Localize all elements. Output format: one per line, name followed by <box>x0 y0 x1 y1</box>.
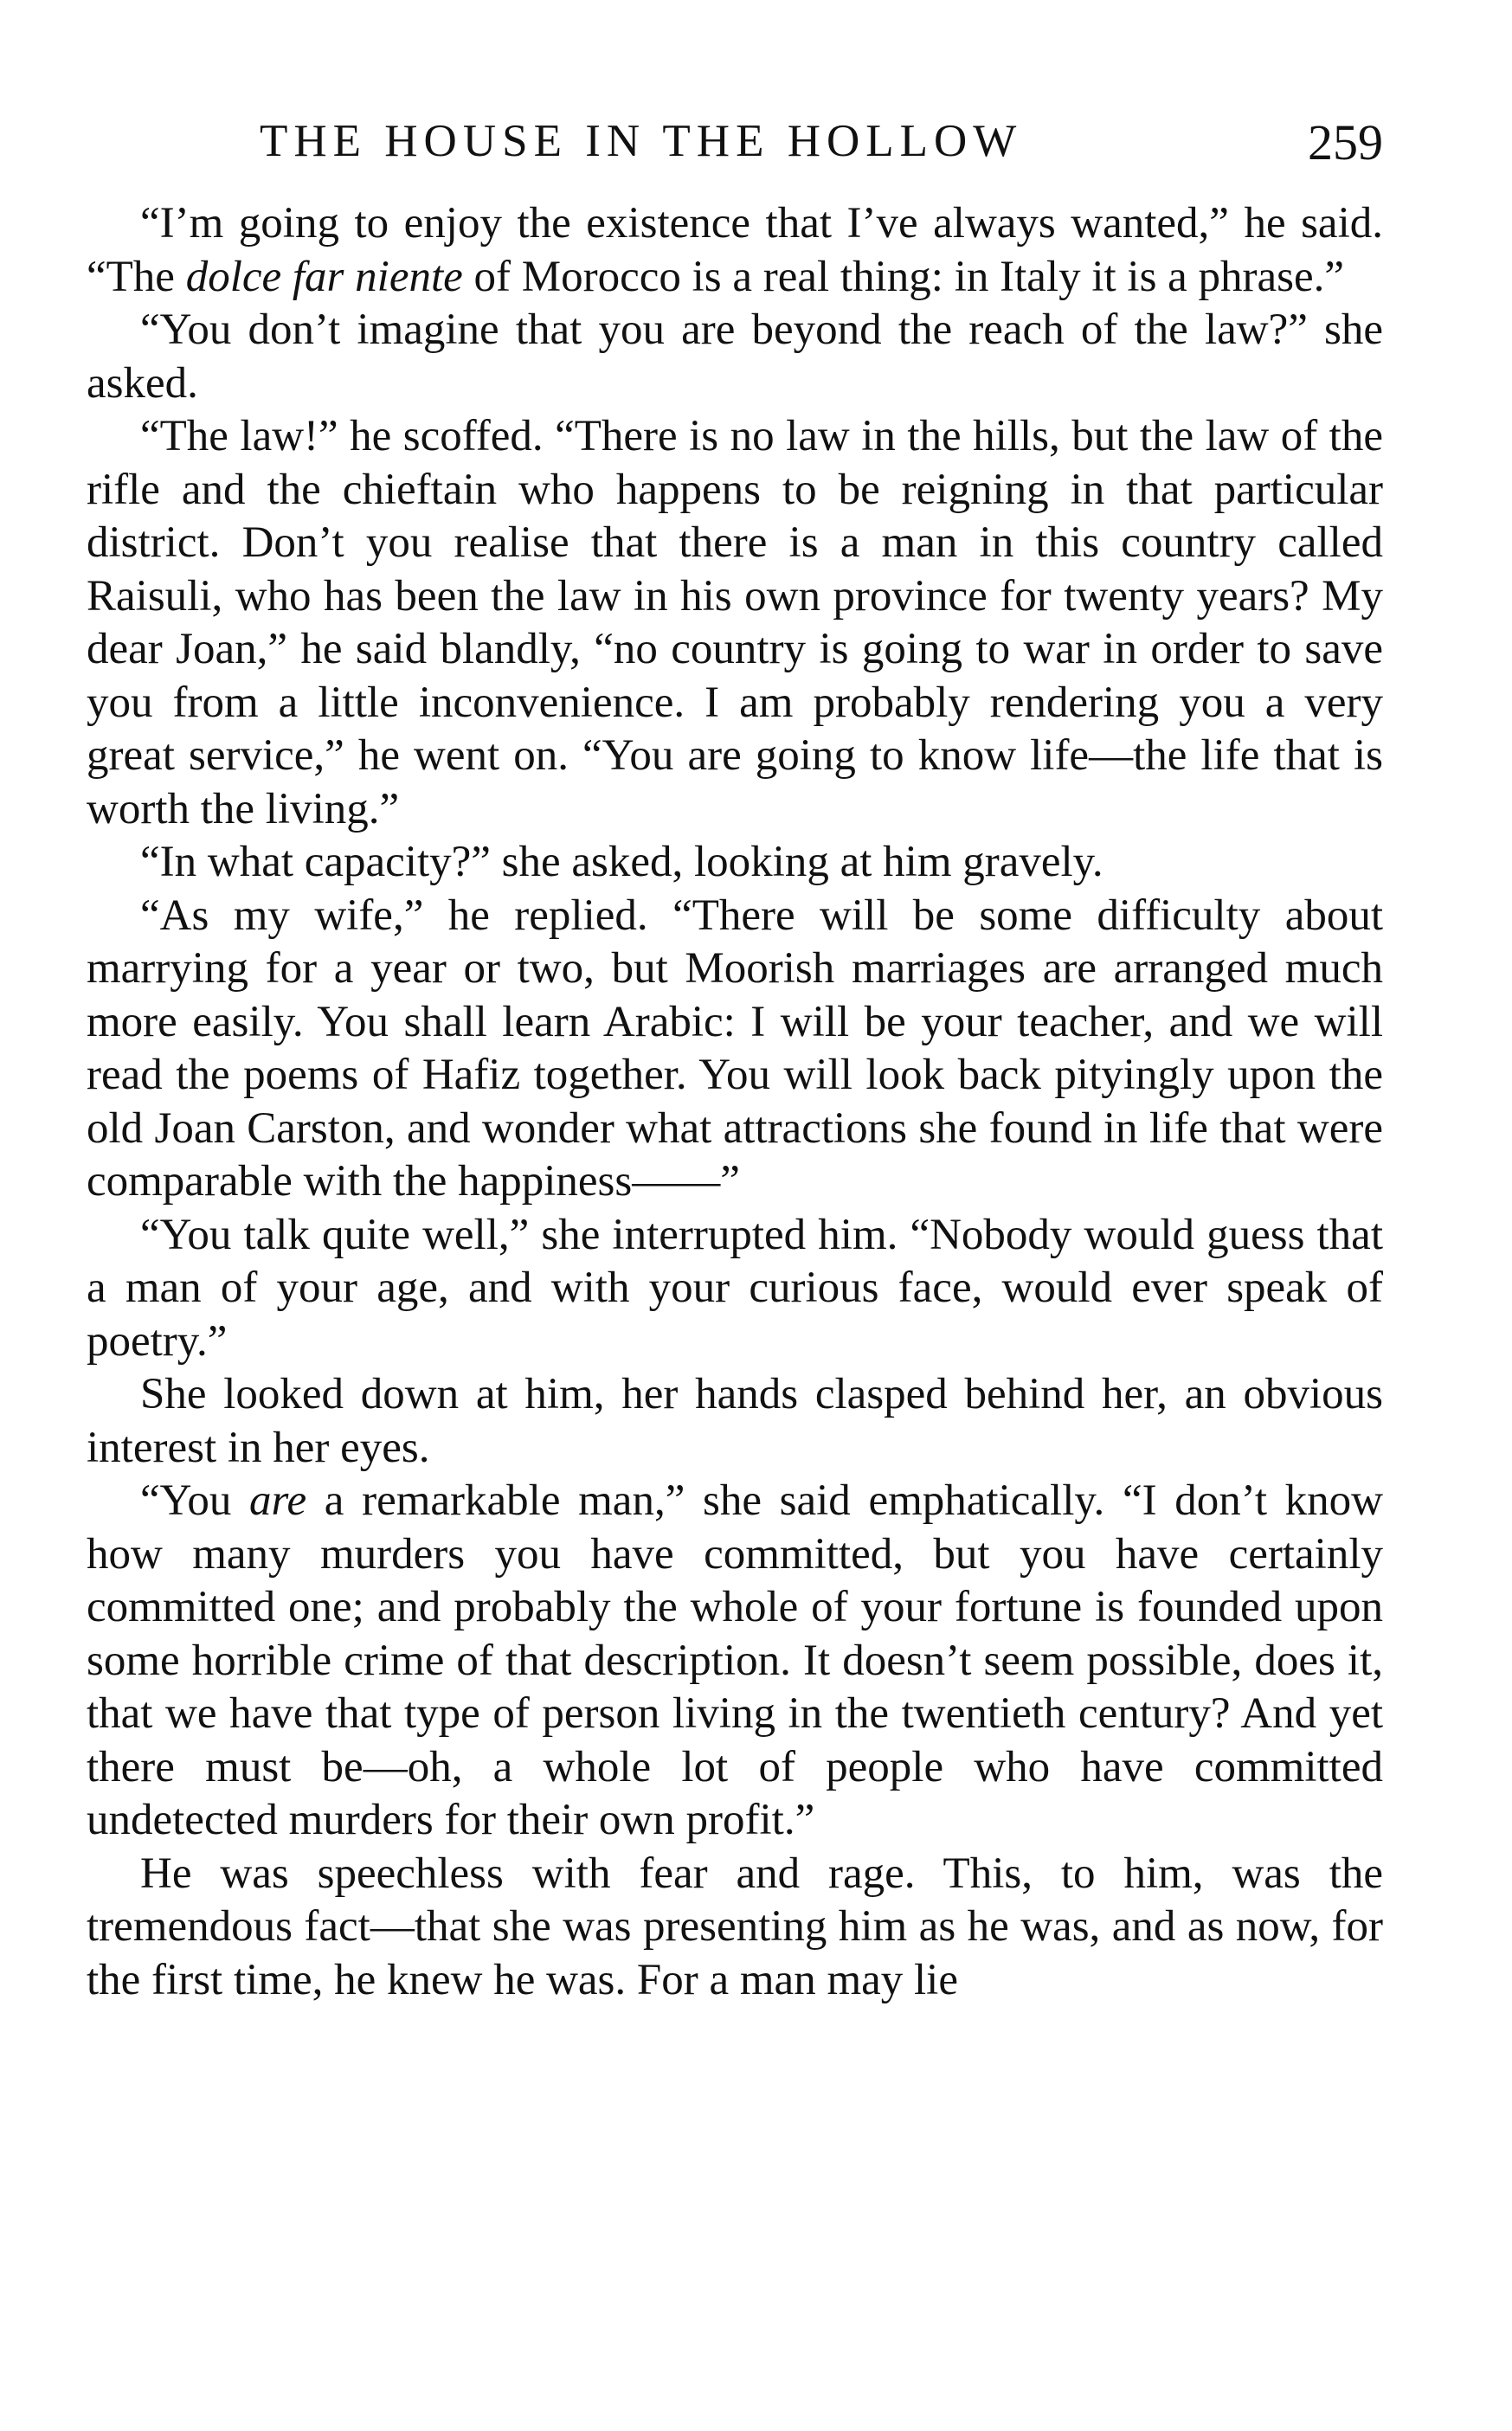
paragraph <box>87 410 1383 836</box>
body-text <box>87 197 1383 2007</box>
text-run: of Morocco is a real thing: in Italy it is a phrase.” <box>462 252 1345 301</box>
paragraph <box>87 1475 1383 1848</box>
text-run: “The law!” he scoffed. “There is no law in the hills, but the law of the rifle and the chieftain who happens to be reigning in that particular district. Don’t you realise that there is a man in this country called Raisuli, who has been the law in his own province for twenty years? My dear Joan,” he said blandly, “no country is going to war in order to save you from a little inconvenience. I am probably rendering you a very great service,” he went on. “You are going to know life—the life that is worth the living.” <box>87 412 1383 833</box>
running-title: THE HOUSE IN THE HOLLOW <box>260 116 1023 166</box>
page-number: 259 <box>1308 114 1383 170</box>
paragraph <box>87 1209 1383 1369</box>
text-run: “You <box>140 1476 250 1525</box>
running-head <box>87 111 1383 171</box>
text-run: a remarkable man,” she said emphatically. “I don’t know how many murders you have committed, but you have certainly committed one; and probably the whole of your fortune is founded upon some horrible crime of that description. It doesn’t seem possible, does it, that we have that type of person living in the twentieth century? And yet there must be—oh, a whole lot of people who have committed undetected murders for their own profit.” <box>87 1476 1384 1844</box>
paragraph <box>87 890 1383 1209</box>
italic-phrase: dolce far niente <box>185 252 463 301</box>
text-run: “In what capacity?” she asked, looking at him gravely. <box>140 838 1103 886</box>
paragraph <box>87 1368 1383 1475</box>
text-run: He was speechless with fear and rage. This, to him, was the tremendous fact—that she was presenting him as he was, and as now, for the first time, he knew he was. For a man may lie <box>87 1849 1383 2004</box>
text-run: “I’m going to enjoy the existence that I’ve always wanted,” he said. “The <box>87 199 1383 301</box>
italic-word: are <box>249 1476 307 1525</box>
paragraph <box>87 304 1383 410</box>
paragraph <box>87 1848 1383 2008</box>
text-run: “You don’t imagine that you are beyond the reach of the law?” she asked. <box>87 305 1383 408</box>
paragraph <box>87 197 1383 304</box>
text-run: “You talk quite well,” she interrupted him. “Nobody would guess that a man of your age, and with your curious face, would ever speak of poetry.” <box>87 1210 1383 1366</box>
paragraph <box>87 836 1383 890</box>
text-run: “As my wife,” he replied. “There will be some difficulty about marrying for a year or two, but Moorish marriages are arranged much more easily. You shall learn Arabic: I will be your teacher, and we will read the poems of Hafiz together. You will look back pityingly upon the old Joan Carston, and wonder what attractions she found in life that were comparable with the happiness——” <box>87 891 1383 1206</box>
text-run: She looked down at him, her hands clasped behind her, an obvious interest in her eyes. <box>87 1370 1383 1472</box>
